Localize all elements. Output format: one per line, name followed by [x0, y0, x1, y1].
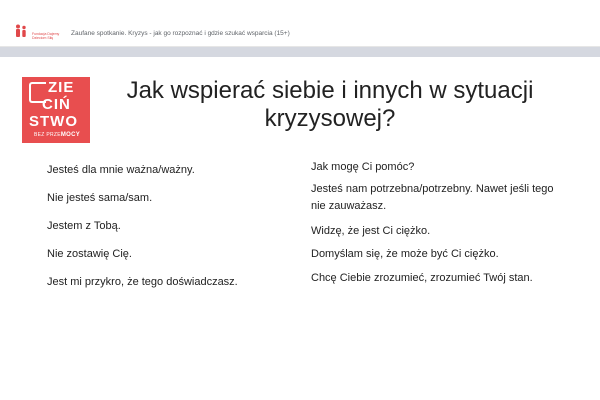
phrase-item: Widzę, że jest Ci ciężko. — [311, 225, 431, 237]
phrase-item: Chcę Ciebie zrozumieć, zrozumieć Twój stan. — [311, 272, 533, 284]
phrase-item: Jesteś dla mnie ważna/ważny. — [47, 164, 195, 176]
bottom-area — [0, 380, 600, 400]
dzieci-ństwo-logo — [22, 77, 90, 143]
logo-text: Fundacja Dajemy Dzieciom Siłę — [32, 32, 60, 40]
page-title: Zaufane spotkanie. Kryzys - jak go rozpoznać i gdzie szukać wsparcia (15+) — [71, 30, 290, 37]
phrase-item: Nie jesteś sama/sam. — [47, 192, 153, 204]
slide-title: Jak wspierać siebie i innych w sytuacji kryzysowej? — [126, 77, 534, 132]
logo-line-3: STWO — [29, 113, 78, 130]
logo-tagline — [34, 132, 80, 138]
logo-line-1: ZIE — [48, 79, 75, 96]
tagline-bold: MOCY — [60, 132, 81, 138]
foundation-logo[interactable] — [14, 24, 60, 44]
top-bar — [0, 0, 600, 47]
toolbar-strip — [0, 47, 600, 57]
tagline-prefix: BEZ PRZE — [34, 132, 61, 138]
children-figures-icon — [14, 24, 28, 38]
phrase-item: Jestem z Tobą. — [47, 220, 121, 232]
logo-line-2: CIŃ — [42, 96, 71, 113]
phrase-item: Jak mogę Ci pomóc? — [311, 161, 415, 173]
presentation-slide — [0, 57, 600, 380]
phrase-item: Jest mi przykro, że tego doświadczasz. — [47, 276, 238, 288]
phrase-item: Domyślam się, że może być Ci ciężko. — [311, 248, 499, 260]
phrase-item: Nie zostawię Cię. — [47, 248, 132, 260]
phrase-item: Jesteś nam potrzebna/potrzebny. Nawet jeśli tego nie zauważasz. — [311, 183, 554, 212]
